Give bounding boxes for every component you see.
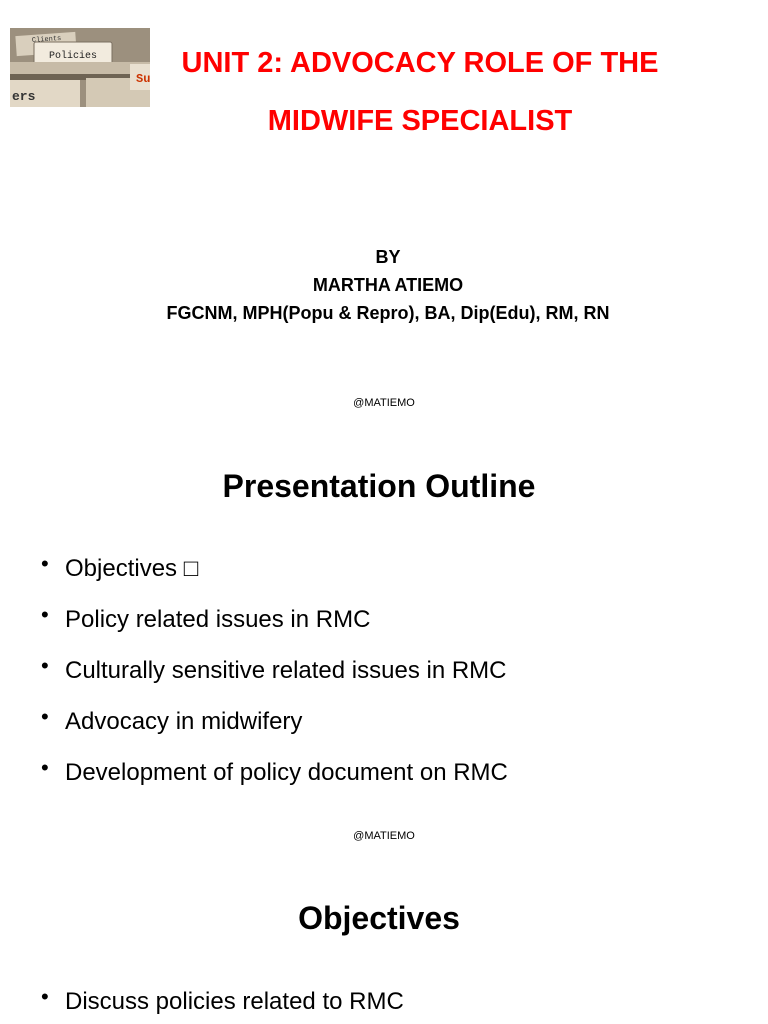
list-item: • Discuss policies related to RMC [41, 984, 404, 1015]
objectives-list [40, 984, 404, 1024]
thumb-label-clients: Clients [31, 34, 62, 45]
bullet-icon: • [41, 551, 49, 576]
bullet-icon: • [41, 704, 49, 729]
slide2-footer: @MATIEMO [353, 830, 415, 842]
slide-title-line2: MIDWIFE SPECIALIST [267, 105, 573, 137]
author-credentials: FGCNM, MPH(Popu & Repro), BA, Dip(Edu), RM, RN [166, 303, 610, 323]
list-item: • Culturally sensitive related issues in RMC [41, 653, 507, 684]
author-name: MARTHA ATIEMO [312, 275, 464, 295]
list-item: • Development of policy document on RMC [41, 755, 508, 786]
slide1-footer: @MATIEMO [353, 397, 415, 409]
policies-folder-image [10, 28, 150, 107]
thumb-label-ers: ers [12, 89, 36, 104]
thumb-label-policies: Policies [48, 51, 98, 62]
slide-title-line1: UNIT 2: ADVOCACY ROLE OF THE [181, 47, 659, 79]
outline-list [40, 551, 508, 811]
thumb-label-su: Su [136, 72, 150, 86]
by-label: BY [375, 247, 401, 267]
outline-heading: Presentation Outline [222, 468, 536, 504]
list-item: • Policy related issues in RMC [41, 602, 371, 633]
list-item: • Advocacy in midwifery [41, 704, 303, 735]
objectives-heading: Objectives [298, 900, 460, 936]
bullet-icon: • [41, 984, 49, 1009]
bullet-icon: • [41, 602, 49, 627]
list-item: • Objectives □ [41, 551, 199, 582]
bullet-icon: • [41, 755, 49, 780]
bullet-icon: • [41, 653, 49, 678]
slide-title [150, 34, 690, 150]
